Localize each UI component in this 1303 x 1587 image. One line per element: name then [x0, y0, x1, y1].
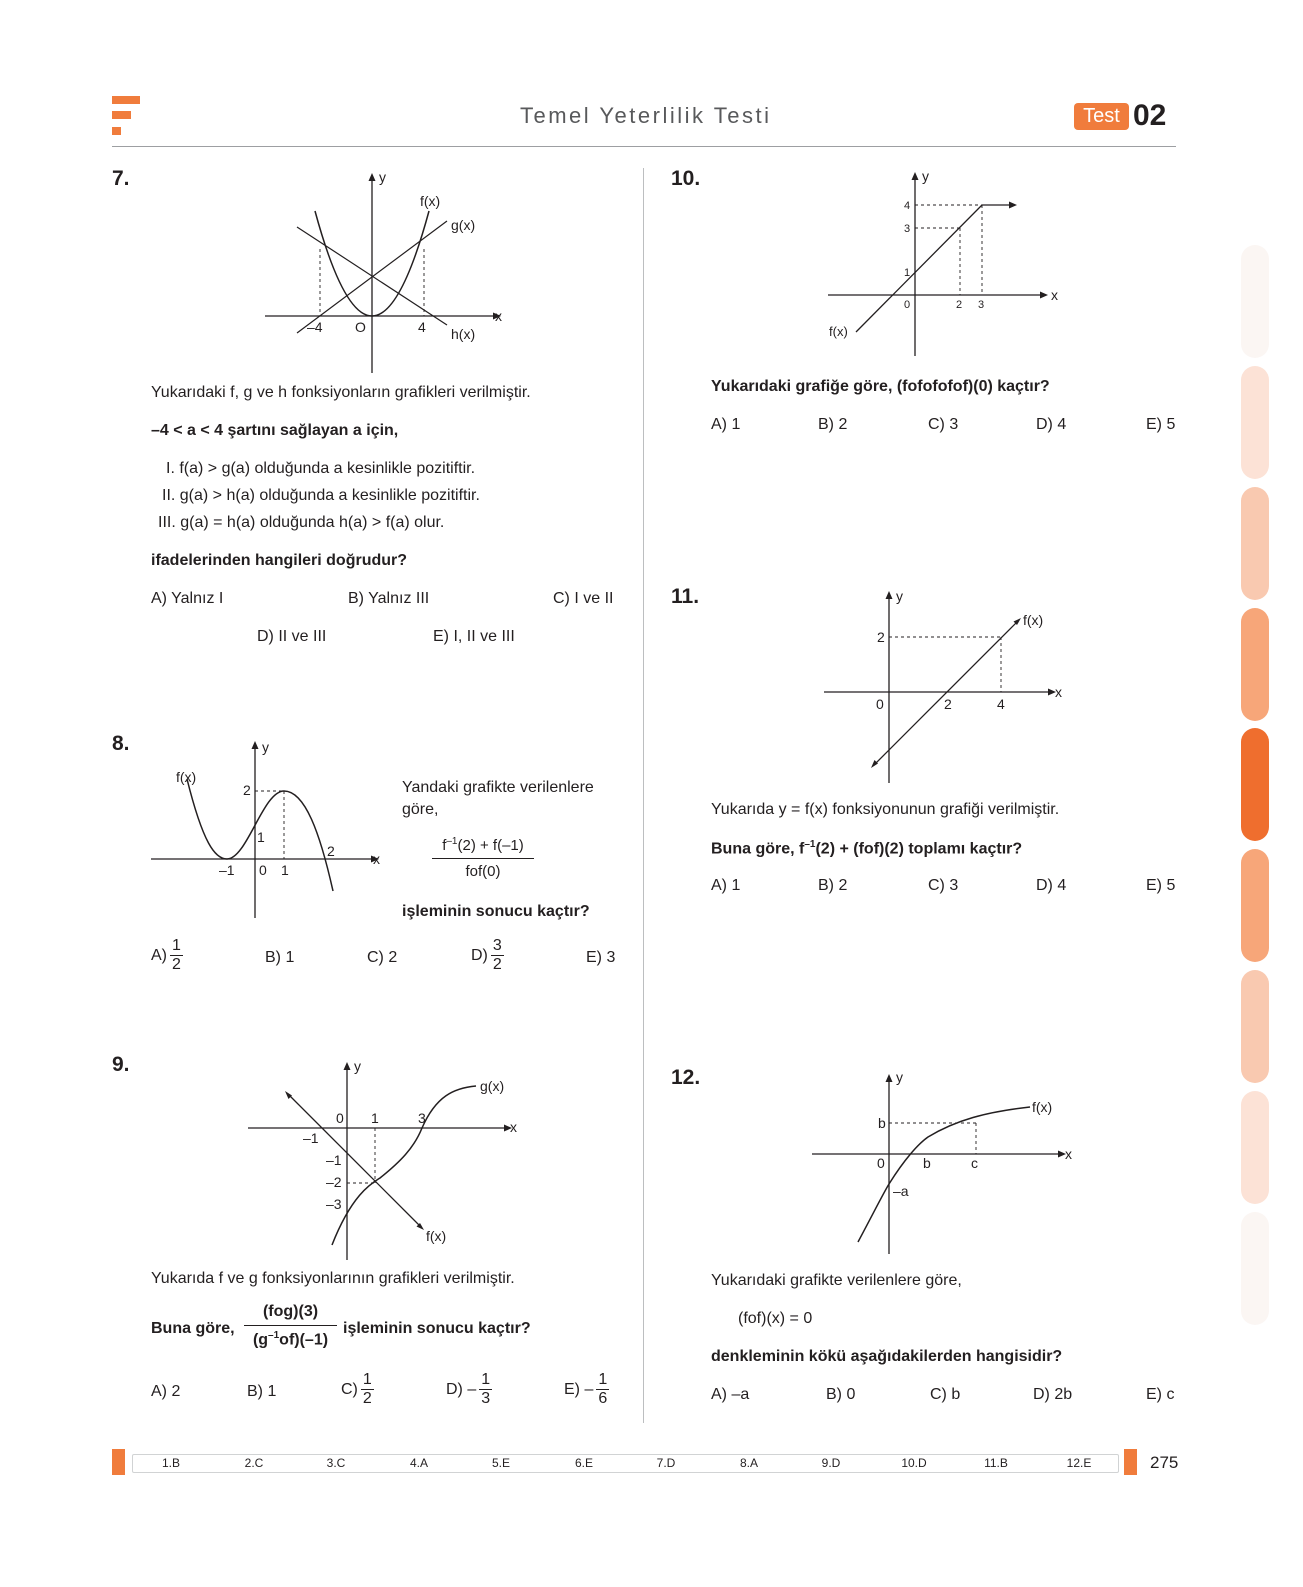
question-number: 10. — [671, 167, 701, 190]
svg-text:y: y — [896, 1069, 903, 1085]
option-d[interactable]: D) 2b — [1033, 1386, 1073, 1403]
svg-text:h(x): h(x) — [451, 326, 476, 342]
svg-text:1: 1 — [904, 267, 911, 279]
svg-text:–1: –1 — [303, 1130, 319, 1146]
q8-fraction: $f^{-1}(2) + f(-1)$ fof(0) — [432, 836, 534, 880]
option-c[interactable]: C) 3 — [928, 877, 959, 894]
svg-text:f(x): f(x) — [420, 193, 441, 209]
svg-text:1: 1 — [257, 829, 265, 845]
svg-text:1: 1 — [281, 862, 289, 878]
q12-question: denkleminin kökü aşağıdakilerden hangisidir? — [711, 1348, 1063, 1365]
q7-statement-1: I. f(a) > g(a) olduğunda a kesinlikle pozitiftir. — [166, 460, 476, 477]
svg-text:0: 0 — [877, 1155, 885, 1171]
side-tab-active — [1241, 728, 1269, 841]
answer-key-item: 3.C — [326, 1456, 346, 1470]
q8-graph — [145, 733, 390, 923]
footer-marker-right — [1124, 1449, 1137, 1475]
q10-graph — [820, 162, 1070, 362]
q11-graph — [818, 583, 1073, 788]
q7-graph — [255, 165, 515, 380]
option-a[interactable]: A) –a — [711, 1386, 750, 1403]
option-e[interactable]: E) 3 — [586, 949, 616, 966]
q8-question: işleminin sonucu kaçtır? — [402, 903, 590, 920]
option-e[interactable]: E) c — [1146, 1386, 1175, 1403]
svg-text:3: 3 — [978, 299, 985, 311]
question-number: 7. — [112, 167, 130, 190]
answer-key-item: 6.E — [574, 1456, 593, 1470]
svg-text:4: 4 — [997, 696, 1005, 712]
svg-text:–4: –4 — [307, 319, 323, 335]
option-a[interactable]: A) Yalnız I — [151, 590, 224, 607]
test-number: 02 — [1133, 99, 1167, 132]
answer-key — [132, 1454, 1119, 1473]
q11-question: Buna göre, $f^{-1}(2) + (fof)(2)$ toplamı kaçtır? — [711, 839, 1023, 858]
side-tab — [1241, 1212, 1269, 1325]
svg-text:3: 3 — [418, 1110, 426, 1126]
svg-text:0: 0 — [904, 299, 911, 311]
svg-text:g(x): g(x) — [480, 1078, 505, 1094]
svg-text:x: x — [1051, 287, 1058, 303]
page-number: 275 — [1150, 1453, 1179, 1472]
svg-text:f(x): f(x) — [1023, 612, 1044, 628]
q7-condition: –4 < a < 4 şartını sağlayan a için, — [151, 422, 399, 439]
side-tab — [1241, 970, 1269, 1083]
svg-text:y: y — [379, 169, 386, 185]
answer-key-item: 2.C — [244, 1456, 264, 1470]
header-divider — [112, 146, 1176, 147]
svg-text:0: 0 — [336, 1110, 344, 1126]
test-badge: Test — [1074, 103, 1129, 130]
q12-intro: Yukarıdaki grafikte verilenlere göre, — [711, 1272, 962, 1289]
svg-text:–1: –1 — [326, 1152, 342, 1168]
option-b[interactable]: B) 2 — [818, 877, 848, 894]
option-a[interactable]: A) $\frac{1}{2}$ — [151, 937, 181, 974]
q7-intro: Yukarıdaki f, g ve h fonksiyonların grafikleri verilmiştir. — [151, 384, 531, 401]
svg-text:–1: –1 — [219, 862, 235, 878]
svg-text:3: 3 — [904, 223, 911, 235]
side-tab — [1241, 487, 1269, 600]
q11-intro: Yukarıda y = f(x) fonksiyonunun grafiği verilmiştir. — [711, 801, 1060, 818]
option-d[interactable]: D) $\frac{3}{2}$ — [471, 937, 502, 974]
option-a[interactable]: A) 2 — [151, 1383, 181, 1400]
svg-text:b: b — [923, 1155, 931, 1171]
option-a[interactable]: A) 1 — [711, 416, 741, 433]
answer-key-item: 5.E — [491, 1456, 510, 1470]
answer-key-item: 9.D — [821, 1456, 841, 1470]
svg-text:x: x — [510, 1119, 517, 1135]
side-tab — [1241, 1091, 1269, 1204]
option-d[interactable]: D) II ve III — [257, 628, 327, 645]
svg-text:4: 4 — [418, 319, 426, 335]
answer-key-item: 12.E — [1066, 1456, 1092, 1470]
q7-statement-3: III. g(a) = h(a) olduğunda h(a) > f(a) olur. — [158, 514, 445, 531]
q8-text: Yandaki grafikte verilenlere göre, — [402, 779, 594, 818]
q9-graph — [240, 1052, 525, 1262]
answer-key-item: 1.B — [161, 1456, 180, 1470]
side-tab — [1241, 366, 1269, 479]
svg-text:0: 0 — [259, 862, 267, 878]
side-tab — [1241, 608, 1269, 721]
question-number: 11. — [671, 585, 700, 608]
q9-prefix: Buna göre, — [151, 1320, 235, 1337]
q10-question: Yukarıdaki grafiğe göre, (fofofofof)(0) kaçtır? — [711, 378, 1050, 395]
svg-text:f(x): f(x) — [829, 324, 848, 339]
svg-text:x: x — [495, 308, 502, 324]
option-b[interactable]: B) 1 — [265, 949, 295, 966]
option-b[interactable]: B) 2 — [818, 416, 848, 433]
svg-text:0: 0 — [876, 696, 884, 712]
option-b[interactable]: B) 0 — [826, 1386, 856, 1403]
side-tab — [1241, 849, 1269, 962]
svg-text:f(x): f(x) — [176, 769, 197, 785]
q7-statement-2: II. g(a) > h(a) olduğunda a kesinlikle pozitiftir. — [162, 487, 480, 504]
answer-key-item: 11.B — [984, 1456, 1008, 1470]
svg-text:x: x — [373, 851, 380, 867]
answer-key-item: 4.A — [409, 1456, 428, 1470]
footer-marker-left — [112, 1449, 125, 1475]
option-b[interactable]: B) 1 — [247, 1383, 277, 1400]
q9-fraction: (fog)(3) $(g^{-1}of)(-1)$ — [244, 1303, 337, 1349]
svg-text:–3: –3 — [326, 1196, 342, 1212]
option-d[interactable]: D) 4 — [1036, 877, 1067, 894]
q9-suffix: işleminin sonucu kaçtır? — [343, 1320, 531, 1337]
question-number: 12. — [671, 1066, 701, 1089]
svg-text:4: 4 — [904, 200, 911, 212]
option-e[interactable]: E) 5 — [1146, 877, 1176, 894]
option-c[interactable]: C) b — [930, 1386, 961, 1403]
svg-text:b: b — [878, 1115, 886, 1131]
svg-text:f(x): f(x) — [426, 1228, 447, 1244]
option-c[interactable]: C) I ve II — [553, 590, 614, 607]
option-c[interactable]: C) 3 — [928, 416, 959, 433]
publisher-logo — [112, 96, 142, 136]
svg-text:–a: –a — [893, 1183, 909, 1199]
svg-text:1: 1 — [371, 1110, 379, 1126]
option-e[interactable]: E) 5 — [1146, 416, 1176, 433]
q7-question: ifadelerinden hangileri doğrudur? — [151, 552, 408, 569]
answer-key-item: 10.D — [901, 1456, 927, 1470]
option-e[interactable]: E) – $\frac{1}{6}$ — [564, 1371, 608, 1408]
option-b[interactable]: B) Yalnız III — [348, 590, 430, 607]
svg-text:f(x): f(x) — [1032, 1099, 1053, 1115]
svg-text:y: y — [354, 1058, 361, 1074]
q12-equation: (fof)(x) = 0 — [738, 1310, 813, 1327]
answer-key-item: 8.A — [739, 1456, 758, 1470]
svg-text:2: 2 — [944, 696, 952, 712]
svg-text:x: x — [1055, 684, 1062, 700]
svg-text:y: y — [262, 739, 269, 755]
svg-text:2: 2 — [243, 782, 251, 798]
side-tab — [1241, 245, 1269, 358]
svg-text:2: 2 — [327, 843, 335, 859]
option-d[interactable]: D) 4 — [1036, 416, 1067, 433]
svg-text:O: O — [355, 319, 366, 335]
option-c[interactable]: C) 2 — [367, 949, 398, 966]
svg-text:–2: –2 — [326, 1174, 342, 1190]
option-d[interactable]: D) – $\frac{1}{3}$ — [446, 1371, 491, 1408]
svg-text:x: x — [1065, 1146, 1072, 1162]
option-a[interactable]: A) 1 — [711, 877, 741, 894]
option-e[interactable]: E) I, II ve III — [433, 628, 515, 645]
svg-text:c: c — [971, 1155, 978, 1171]
svg-text:2: 2 — [877, 629, 885, 645]
question-number: 8. — [112, 732, 130, 755]
svg-text:g(x): g(x) — [451, 217, 476, 233]
option-c[interactable]: C) $\frac{1}{2}$ — [341, 1371, 372, 1408]
svg-text:2: 2 — [956, 299, 963, 311]
column-divider — [643, 168, 644, 1423]
q12-graph — [806, 1064, 1081, 1262]
question-number: 9. — [112, 1053, 130, 1076]
q9-intro: Yukarıda f ve g fonksiyonlarının grafikleri verilmiştir. — [151, 1270, 515, 1287]
svg-text:y: y — [896, 588, 903, 604]
svg-text:y: y — [922, 168, 929, 184]
page-title: Temel Yeterlilik Testi — [520, 103, 772, 128]
answer-key-item: 7.D — [656, 1456, 676, 1470]
